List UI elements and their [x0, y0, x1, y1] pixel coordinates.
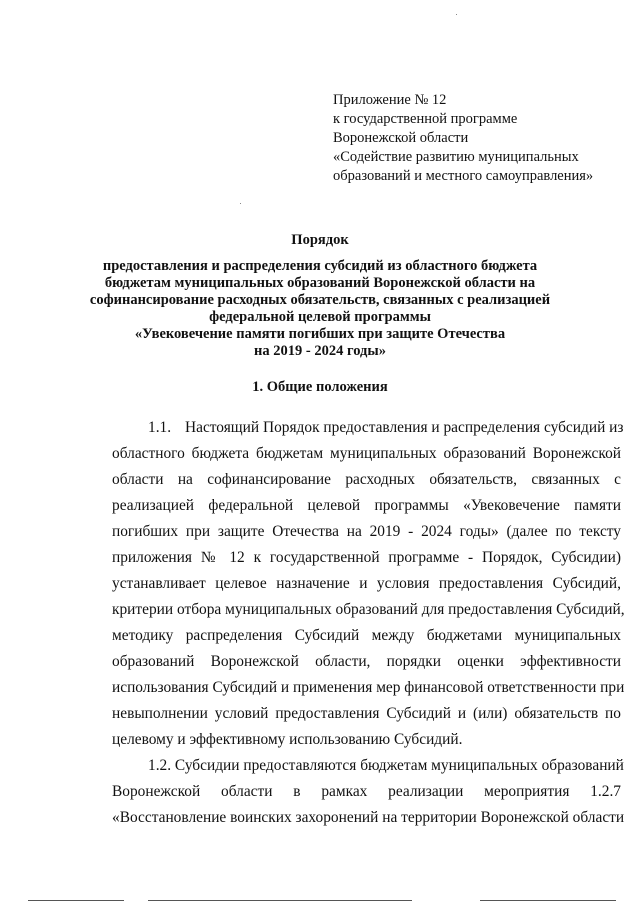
paragraph-line: устанавливает целевое назначение и условия предоставления Субсидий, [112, 575, 621, 592]
document-subtitle [50, 258, 590, 360]
annex-line: образований и местного самоуправления» [333, 168, 594, 184]
bottom-edge-line [148, 900, 412, 901]
paragraph-line: критерии отбора муниципальных образований для предоставления Субсидий, [112, 601, 625, 618]
bottom-edge-line [28, 900, 124, 901]
paragraph-text: Настоящий Порядок предоставления и распределения субсидий из [185, 419, 624, 436]
paragraph-line: области на софинансирование расходных обязательств, связанных с [112, 471, 621, 488]
bottom-edge-line [480, 900, 616, 901]
section-heading: 1. Общие положения [252, 379, 388, 395]
subtitle-line: на 2019 - 2024 годы» [254, 343, 386, 359]
paragraph-line: использования Субсидий и применения мер финансовой ответственности при [112, 679, 625, 696]
paragraph-line: областного бюджета бюджетам муниципальных образований Воронежской [112, 445, 621, 462]
paragraph-line: «Восстановление воинских захоронений на территории Воронежской области [112, 809, 625, 826]
paragraph-line: 1.2. Субсидии предоставляются бюджетам муниципальных образований [148, 757, 624, 774]
document-title: Порядок [291, 232, 349, 248]
paragraph-line [112, 418, 624, 438]
paragraph-line: методику распределения Субсидий между бюджетами муниципальных [112, 627, 621, 644]
subtitle-line: бюджетам муниципальных образований Воронежской области на [104, 275, 536, 291]
paragraph-line: образований Воронежской области, порядки оценки эффективности [112, 653, 621, 670]
annex-line: к государственной программе [333, 111, 518, 127]
paragraph-line: невыполнении условий предоставления Субсидий и (или) обязательств по [112, 705, 621, 722]
subtitle-line: предоставления и распределения субсидий из областного бюджета [102, 258, 538, 274]
annex-line: «Содействие развитию муниципальных [333, 149, 579, 165]
annex-header [333, 91, 623, 186]
annex-line: Приложение № 12 [333, 92, 447, 108]
paragraph-line: реализацией федеральной целевой программы «Увековечение памяти [112, 497, 621, 514]
paragraph-line: погибших при защите Отечества на 2019 - 2024 годы» (далее по тексту [112, 523, 621, 540]
annex-line: Воронежской области [333, 130, 469, 146]
scan-speck [456, 14, 457, 15]
subtitle-line: федеральной целевой программы [209, 309, 431, 325]
scan-speck [240, 203, 241, 204]
subtitle-line: софинансирование расходных обязательств, связанных с реализацией [89, 292, 551, 308]
paragraph-number: 1.1. [148, 419, 172, 436]
paragraph-line: приложения № 12 к государственной программе - Порядок, Субсидии) [112, 549, 621, 566]
subtitle-line: «Увековечение памяти погибших при защите Отечества [134, 326, 506, 342]
paragraph-line: целевому и эффективному использованию Субсидий. [112, 731, 463, 748]
paragraph-line: Воронежской области в рамках реализации мероприятия 1.2.7 [112, 783, 621, 800]
